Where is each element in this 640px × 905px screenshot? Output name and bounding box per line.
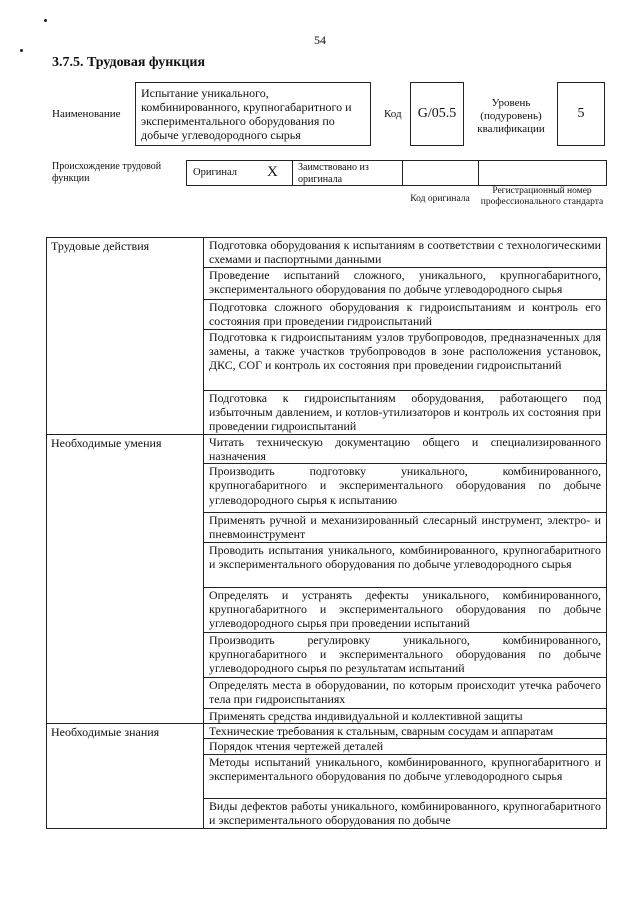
- reg-caption: Регистрационный номер профессионального стандарта: [480, 186, 604, 207]
- code-label: Код: [384, 108, 402, 120]
- category-label: Необходимые умения: [47, 434, 204, 723]
- table-cell: [204, 238, 607, 268]
- table-cell: [204, 632, 607, 677]
- origin-original-cell: [186, 160, 293, 186]
- item-text: Подготовка сложного оборудования к гидроиспытаниям и контроль его состояния при проведении гидроиспытаний: [209, 299, 601, 328]
- category-label: Необходимые знания: [47, 724, 204, 829]
- item-text: Производить регулировку уникального, комбинированного, крупногабаритного и экспериментального оборудования по добыче углеводородного сырья по результатам испытаний: [209, 632, 601, 676]
- origin-label: Происхождение трудовой функции: [52, 161, 162, 184]
- table-cell: [204, 708, 607, 723]
- scan-mark: [20, 49, 23, 52]
- origin-reg-cell: [478, 160, 607, 186]
- original-label: Оригинал: [193, 167, 237, 178]
- item-text: Технические требования к стальным, сварным сосудам и аппаратам: [209, 724, 554, 739]
- table-cell: [204, 464, 607, 513]
- table-row: [47, 434, 607, 464]
- origin-borrowed-cell: [292, 160, 403, 186]
- item-text: Порядок чтения чертежей деталей: [209, 739, 384, 754]
- item-text: Применять ручной и механизированный слесарный инструмент, электро- и пневмоинструмент: [209, 513, 601, 542]
- table-cell: [204, 513, 607, 543]
- table-cell: [204, 677, 607, 708]
- item-text: Виды дефектов работы уникального, комбинированного, крупногабаритного и экспериментального оборудования по добыче: [209, 798, 601, 827]
- item-text: Проводить испытания уникального, комбинированного, крупногабаритного и экспериментального оборудования по добыче углеводородного сырья: [209, 542, 601, 572]
- table-cell: [204, 754, 607, 798]
- table-cell: [204, 724, 607, 739]
- item-text: Подготовка к гидроиспытаниям оборудования, работающего под избыточным давлением, и котлов-утилизаторов и контроль их состояния при проведении гидроиспытаний: [209, 390, 601, 434]
- level-value: 5: [577, 106, 585, 121]
- table-cell: [204, 798, 607, 828]
- origin-code-cell: [402, 160, 479, 186]
- item-text: Читать техническую документацию общего и специализированного назначения: [209, 434, 601, 463]
- item-text: Применять средства индивидуальной и коллективной защиты: [209, 708, 523, 723]
- name-value-box: [135, 82, 371, 146]
- table-cell: [204, 329, 607, 390]
- item-text: Проведение испытаний сложного, уникального, крупногабаритного, экспериментального оборудования по добыче углеводородного сырья: [209, 267, 601, 296]
- item-text: Методы испытаний уникального, комбинированного, крупногабаритного и экспериментального оборудования по добыче углеводородного сырья: [209, 754, 601, 783]
- category-label: Трудовые действия: [47, 238, 204, 435]
- item-text: Определять места в оборудовании, по которым происходит утечка рабочего тела при гидроиспытаниях: [209, 677, 601, 707]
- name-value: Испытание уникального, комбинированного, крупногабаритного и экспериментального оборудования по добыче углеводородного сырья: [141, 86, 352, 142]
- section-title: 3.7.5. Трудовая функция: [52, 55, 206, 70]
- scan-mark: [44, 19, 47, 22]
- table-cell: [204, 587, 607, 632]
- table-cell: [204, 267, 607, 299]
- borrowed-label: Заимствовано из оригинала: [298, 162, 369, 185]
- item-text: Производить подготовку уникального, комбинированного, крупногабаритного и экспериментального оборудования по добыче углеводородного сырья к испытанию: [209, 464, 601, 507]
- table-cell: [204, 542, 607, 587]
- table-cell: [204, 299, 607, 329]
- item-text: Определять и устранять дефекты уникального, комбинированного, крупногабаритного и экспериментального оборудования по добыче углеводородного сырья при проведении испытаний: [209, 587, 601, 631]
- original-mark: X: [267, 164, 278, 180]
- table-cell: [204, 434, 607, 464]
- table-row: [47, 724, 607, 739]
- table-cell: [204, 739, 607, 754]
- table-cell: [204, 390, 607, 434]
- item-text: Подготовка к гидроиспытаниям узлов трубопроводов, предназначенных для замены, а также участков трубопроводов в зоне расположения установок, ДКС, СОГ и контроль их состояния при проведении гидроиспытаний: [209, 329, 601, 373]
- level-label: Уровень (подуровень) квалификации: [477, 97, 545, 135]
- level-value-box: [557, 82, 605, 146]
- code-value: G/05.5: [417, 106, 457, 121]
- table-row: [47, 238, 607, 268]
- code-value-box: [410, 82, 464, 146]
- name-label: Наименование: [52, 108, 121, 120]
- code-caption: Код оригинала: [410, 194, 470, 204]
- function-details-table: [46, 237, 607, 829]
- page-number: 54: [314, 33, 326, 47]
- item-text: Подготовка оборудования к испытаниям в соответствии с технологическими схемами и паспортными данными: [209, 238, 601, 267]
